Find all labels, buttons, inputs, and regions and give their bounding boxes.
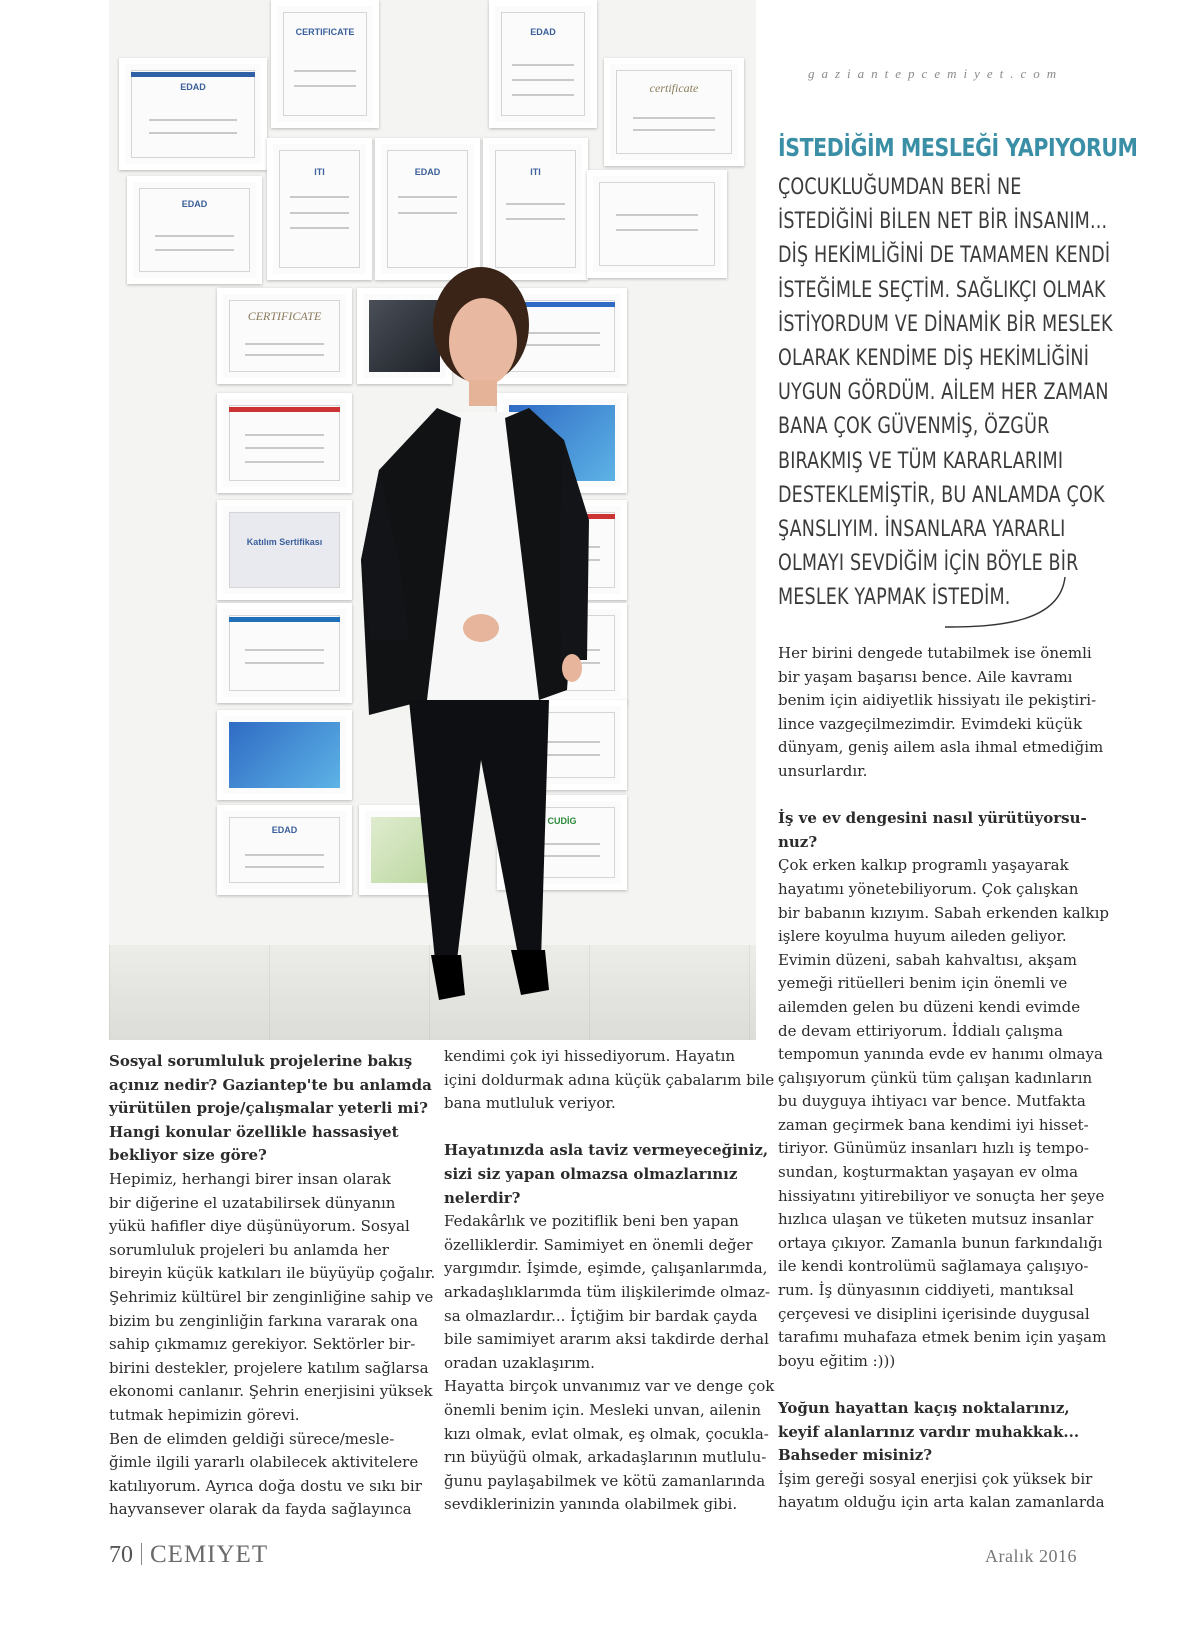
pull-quote-line: ŞANSLIYIM. İNSANLARA YARARLI [778,516,1066,543]
pull-quote-line: DESTEKLEMİŞTİR, BU ANLAMDA ÇOK [778,481,1105,508]
certificate-caption: CUDİG [547,815,577,826]
pull-quote-line: BIRAKMIŞ VE TÜM KARARLARIMI [778,447,1064,474]
pull-quote-line: DİŞ HEKİMLİĞİNİ DE TAMAMEN KENDİ [778,242,1111,269]
section-headline: İSTEDİĞİM MESLEĞİ YAPIYORUM [778,133,1138,162]
certificate-caption: Katılım Sertifikası [246,536,323,547]
interview-answer: Fedakârlık ve pozitiflik beni ben yapan özelliklerdir. Samimiyet en önemli değer yargımdır. İşimde, eşimde, çalışanlarımda, arkadaşlıklarımda tüm ilişkilerimde olmaz- sa olmazlardır... İçtiğim bir bardak çayda bile samimiyet ararım aksi takdirde derhal oradan uzaklaşırım. Hayatta birçok unvanımız var ve denge çok önemli benim için. Mesleki unvan, ailenin kızı olmak, evlat olmak, eş olmak, çocukla- rın büyüğü olmak, arkadaşlarının mutlulu- ğunu paylaşabilmek ve kötü zamanlarında sevdiklerinizin yanında olabilmek gibi. [444,1212,775,1514]
pull-quote [778,170,1143,615]
certificate-caption: CERTIFICATE [295,26,355,37]
pull-quote-line: BANA ÇOK GÜVENMİŞ, ÖZGÜR [778,413,1050,440]
certificate-caption: EDAD [414,167,441,178]
interview-question: Hayatınızda asla taviz vermeyeceğiniz, sizi siz yapan olmazsa olmazlarınız nelerdir? [444,1141,769,1207]
certificate-caption: EDAD [530,26,556,37]
quote-decoration [940,572,1070,632]
magazine-name: CEMIYET [150,1541,269,1568]
interview-answer: Hepimiz, herhangi birer insan olarak bir diğerine el uzatabilirsek dünyanın yükü hafifler diye düşünüyorum. Sosyal sorumluluk projeleri bu anlamda her bireyin küçük katkıları ile büyüyüp çoğalır. Şehrimiz kültürel bir zenginliğine sahip ve bizim bu zenginliğin farkına vararak ona sahip çıkmamız gerekiyor. Sektörler bir- birini destekler, projelere katılım sağlarsa ekonomi canlanır. Şehrin enerjisini yüksek tutmak hepimizin görevi. Ben de elimden geldiği sürece/mesle- ğimle ilgili yararlı olabilecek aktivitelere katılıyorum. Ayrıca doğa dostu ve sıkı bir hayvansever olarak da fayda sağlayınca [109,1169,436,1519]
certificate-caption: EDAD [180,82,206,92]
certificate-caption: ITI [530,167,541,178]
pull-quote-line: İSTİYORDUM VE DİNAMİK BİR MESLEK [778,310,1113,337]
certificate-caption: CERTIFICATE [247,309,322,324]
certificate-caption: EDAD [271,825,298,836]
cover-photo [109,0,756,1040]
interview-question: Yoğun hayattan kaçış noktalarınız, keyif alanlarınız vardır muhakkak... Bahseder misiniz? [778,1399,1080,1465]
interview-answer: İşim gereği sosyal enerjisi çok yüksek bir hayatım olduğu için arta kalan zamanlarda [778,1469,1105,1512]
text-column-left [109,1050,436,1522]
interview-question: İş ve ev dengesini nasıl yürütüyorsu- nuz? [778,809,1087,851]
portrait-figure [109,0,756,1040]
issue-date: Aralık 2016 [985,1546,1077,1566]
pull-quote-line: İSTEĞİMLE SEÇTİM. SAĞLIKÇI OLMAK [778,276,1106,303]
certificate-caption: ITI [314,167,325,178]
pull-quote-line: MESLEK YAPMAK İSTEDİM. [778,584,1011,611]
pull-quote-line: ÇOCUKLUĞUMDAN BERİ NE [778,174,1022,200]
certificate-caption: certificate [649,81,699,96]
text-column-middle [444,1045,775,1517]
pull-quote-line: OLMAYI SEVDİĞİM İÇİN BÖYLE BİR [778,550,1079,577]
interview-answer: Her birini dengede tutabilmek ise önemli bir yaşam başarısı bence. Aile kavramı benim için aidiyetlik hissiyatı ile pekiştiri- lince vazgeçilmezimdir. Evimdeki küçük dünyam, geniş ailem asla ihmal etmediğim unsurlardır. [778,644,1104,780]
page-number: 70 [109,1542,133,1568]
interview-question: Sosyal sorumluluk projelerine bakış açınız nedir? Gaziantep'te bu anlamda yürütülen proje/çalışmalar yeterli mi? Hangi konular özellikle hassasiyet bekliyor size göre? [109,1052,432,1165]
pull-quote-line: UYGUN GÖRDÜM. AİLEM HER ZAMAN [778,379,1109,406]
pull-quote-line: OLARAK KENDİME DİŞ HEKİMLİĞİNİ [778,345,1090,372]
certificate-caption: EDAD [181,199,208,210]
text-column-right [778,642,1110,1515]
interview-answer: Çok erken kalkıp programlı yaşayarak hayatımı yönetebiliyorum. Çok çalışkan bir babanın kızıyım. Sabah erkenden kalkıp işlere koyulma huyum aileden geliyor. Evimin düzeni, sabah kahvaltısı, akşam yemeği ritüelleri benim için önemli ve ailemden gelen bu düzeni kendi evimde de devam ettiriyorum. İddialı çalışma tempomun yanında evde ev hanımı olmaya çalışıyorum çünkü tüm çalışan kadınların bu duyguya ihtiyacı var bence. Mutfakta zaman geçirmek bana kendimi iyi hisset- tiriyor. Günümüz insanları hızlı iş tempo- sundan, koşturmaktan yaşayan ev olma hissiyatını yitirebiliyor ve sonuçta her şeye hızlıca ulaşan ve tüketen mutsuz insanlar ortaya çıkıyor. Zamanla bunun farkındalığı ile kendi kontrolümü sağlamaya çalışıyo- rum. İş dünyasının ciddiyeti, mantıksal çerçevesi ve disiplini içerisinde duygusal tarafımı muhafaza etmek benim için yaşam boyu eğitim :))) [778,856,1110,1370]
pull-quote-line: İSTEDİĞİNİ BİLEN NET BİR İNSANIM... [778,208,1108,235]
interview-answer: kendimi çok iyi hissediyorum. Hayatın içini doldurmak adına küçük çabalarım bile bana mutluluk veriyor. [444,1047,775,1113]
page-footer [109,1541,268,1569]
folio-divider [141,1543,142,1565]
site-url[interactable]: gaziantepcemiyet.com [808,66,1064,81]
